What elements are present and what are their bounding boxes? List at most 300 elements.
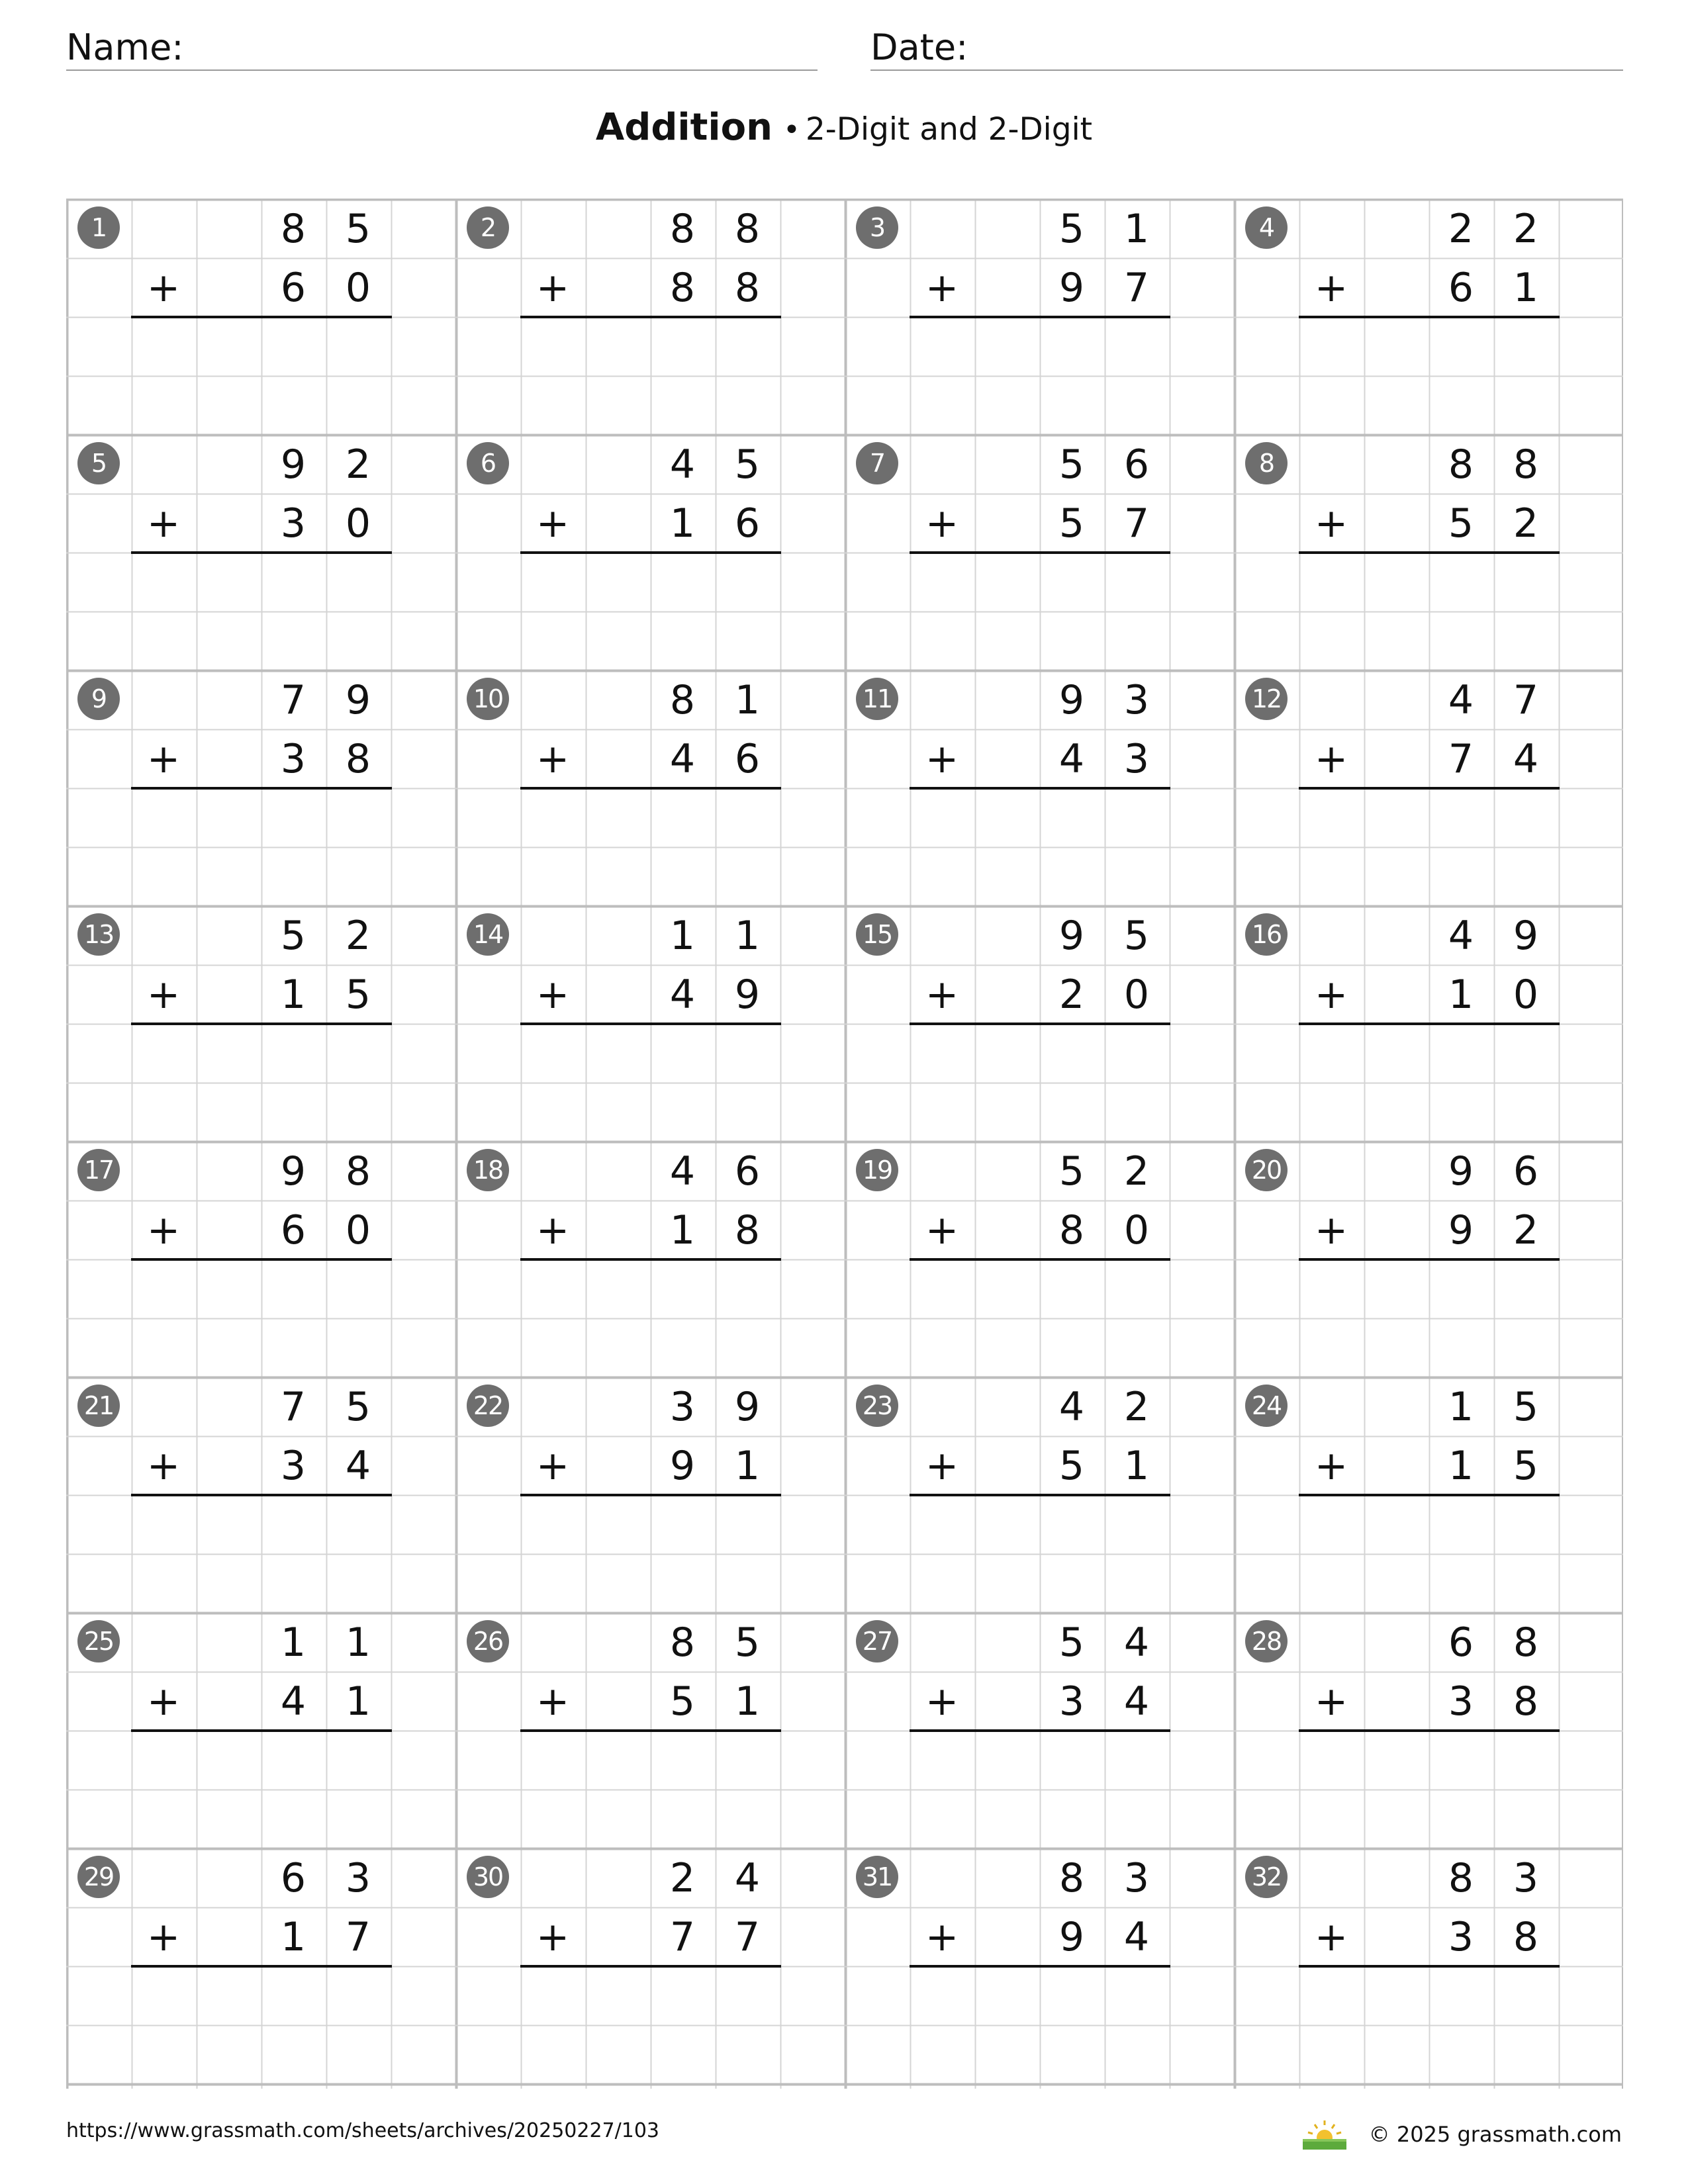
answer-cell[interactable] [198, 1968, 260, 2024]
answer-cell[interactable] [912, 790, 974, 846]
answer-cell[interactable] [1106, 554, 1168, 610]
answer-cell[interactable] [198, 848, 260, 905]
answer-cell[interactable] [587, 1968, 649, 2024]
answer-cell[interactable] [912, 1084, 974, 1140]
answer-cell[interactable] [717, 2026, 779, 2083]
top-tens-digit: 4 [1448, 677, 1474, 723]
answer-cell[interactable] [1041, 790, 1103, 846]
answer-cell[interactable] [1430, 1320, 1493, 1376]
bottom-tens-digit: 5 [1058, 500, 1085, 547]
bottom-tens-digit: 5 [1448, 500, 1474, 547]
answer-cell[interactable] [133, 1791, 195, 1847]
answer-cell[interactable] [1366, 1320, 1428, 1376]
answer-cell[interactable] [1041, 1084, 1103, 1140]
answer-cell[interactable] [198, 377, 260, 433]
bottom-ones-digit: 8 [345, 736, 371, 782]
answer-cell[interactable] [1366, 1732, 1428, 1788]
answer-cell[interactable] [587, 377, 649, 433]
answer-cell[interactable] [652, 554, 714, 610]
answer-cell[interactable] [587, 1320, 649, 1376]
answer-cell[interactable] [1301, 554, 1363, 610]
answer-cell[interactable] [1430, 1261, 1493, 1317]
answer-cell[interactable] [1301, 848, 1363, 905]
answer-cell[interactable] [133, 1968, 195, 2024]
answer-cell[interactable] [652, 1791, 714, 1847]
plus-sign: + [536, 265, 570, 311]
answer-cell[interactable] [1495, 554, 1558, 610]
answer-cell[interactable] [1430, 790, 1493, 846]
answer-cell[interactable] [1041, 1968, 1103, 2024]
answer-cell[interactable] [133, 1732, 195, 1788]
answer-cell[interactable] [1366, 790, 1428, 846]
name-field[interactable] [66, 20, 818, 71]
answer-cell[interactable] [133, 1084, 195, 1140]
answer-cell[interactable] [1301, 1320, 1363, 1376]
answer-cell[interactable] [1301, 1555, 1363, 1612]
answer-cell[interactable] [1106, 318, 1168, 375]
answer-cell[interactable] [1495, 2026, 1558, 2083]
answer-cell[interactable] [198, 1320, 260, 1376]
answer-cell[interactable] [133, 1025, 195, 1081]
answer-cell[interactable] [198, 554, 260, 610]
answer-cell[interactable] [1430, 1791, 1493, 1847]
answer-cell[interactable] [328, 1320, 390, 1376]
answer-cell[interactable] [587, 318, 649, 375]
answer-cell[interactable] [263, 1968, 325, 2024]
answer-cell[interactable] [522, 848, 585, 905]
answer-cell[interactable] [1495, 1791, 1558, 1847]
answer-cell[interactable] [1041, 318, 1103, 375]
top-tens-digit: 4 [669, 1148, 696, 1195]
answer-cell[interactable] [652, 1496, 714, 1553]
answer-cell[interactable] [1301, 1791, 1363, 1847]
problem-number-badge: 29 [77, 1856, 120, 1898]
answer-cell[interactable] [328, 318, 390, 375]
answer-cell[interactable] [1301, 377, 1363, 433]
answer-cell[interactable] [328, 1791, 390, 1847]
answer-cell[interactable] [1041, 613, 1103, 669]
answer-cell[interactable] [717, 613, 779, 669]
answer-cell[interactable] [976, 554, 1039, 610]
bottom-tens-digit: 9 [1448, 1207, 1474, 1253]
answer-cell[interactable] [1106, 1496, 1168, 1553]
answer-cell[interactable] [912, 848, 974, 905]
answer-cell[interactable] [198, 1496, 260, 1553]
answer-cell[interactable] [1106, 1791, 1168, 1847]
answer-cell[interactable] [1106, 377, 1168, 433]
answer-cell[interactable] [912, 2026, 974, 2083]
answer-cell[interactable] [1106, 1025, 1168, 1081]
plus-sign: + [536, 972, 570, 1018]
answer-cell[interactable] [1495, 318, 1558, 375]
answer-cell[interactable] [263, 1496, 325, 1553]
answer-cell[interactable] [1430, 848, 1493, 905]
date-field[interactable] [870, 20, 1623, 71]
answer-cell[interactable] [587, 554, 649, 610]
answer-cell[interactable] [1366, 1261, 1428, 1317]
answer-cell[interactable] [717, 1496, 779, 1553]
answer-cell[interactable] [976, 1791, 1039, 1847]
answer-cell[interactable] [976, 2026, 1039, 2083]
top-ones-digit: 9 [345, 677, 371, 723]
answer-cell[interactable] [522, 1025, 585, 1081]
title-main: Addition [595, 106, 773, 149]
plus-sign: + [925, 972, 959, 1018]
answer-cell[interactable] [522, 790, 585, 846]
answer-cell[interactable] [1041, 1555, 1103, 1612]
plus-sign: + [1314, 1914, 1348, 1960]
answer-cell[interactable] [263, 790, 325, 846]
answer-cell[interactable] [976, 377, 1039, 433]
answer-cell[interactable] [133, 613, 195, 669]
answer-cell[interactable] [717, 1968, 779, 2024]
answer-cell[interactable] [1430, 1084, 1493, 1140]
answer-cell[interactable] [1430, 1496, 1493, 1553]
answer-cell[interactable] [522, 1968, 585, 2024]
answer-cell[interactable] [1041, 554, 1103, 610]
answer-cell[interactable] [587, 613, 649, 669]
answer-cell[interactable] [198, 790, 260, 846]
answer-cell[interactable] [717, 1555, 779, 1612]
answer-cell[interactable] [976, 1732, 1039, 1788]
title-separator: • [782, 113, 800, 147]
answer-cell[interactable] [912, 613, 974, 669]
answer-cell[interactable] [328, 613, 390, 669]
answer-cell[interactable] [976, 613, 1039, 669]
problem-number-badge: 18 [467, 1149, 509, 1191]
answer-cell[interactable] [587, 2026, 649, 2083]
answer-cell[interactable] [328, 377, 390, 433]
answer-cell[interactable] [1430, 554, 1493, 610]
answer-cell[interactable] [522, 1320, 585, 1376]
answer-cell[interactable] [912, 1025, 974, 1081]
answer-cell[interactable] [587, 1084, 649, 1140]
answer-cell[interactable] [912, 1261, 974, 1317]
bottom-tens-digit: 1 [1448, 972, 1474, 1018]
answer-cell[interactable] [1495, 1261, 1558, 1317]
answer-cell[interactable] [912, 1791, 974, 1847]
answer-cell[interactable] [717, 377, 779, 433]
answer-cell[interactable] [198, 1791, 260, 1847]
answer-cell[interactable] [328, 1084, 390, 1140]
answer-cell[interactable] [717, 318, 779, 375]
answer-cell[interactable] [1106, 1968, 1168, 2024]
answer-cell[interactable] [652, 2026, 714, 2083]
answer-cell[interactable] [1495, 790, 1558, 846]
answer-cell[interactable] [133, 790, 195, 846]
bottom-tens-digit: 8 [669, 265, 696, 311]
bottom-tens-digit: 3 [280, 736, 306, 782]
answer-cell[interactable] [1366, 613, 1428, 669]
answer-cell[interactable] [263, 1320, 325, 1376]
answer-cell[interactable] [652, 1732, 714, 1788]
answer-cell[interactable] [1366, 1555, 1428, 1612]
plus-sign: + [146, 1678, 181, 1725]
answer-cell[interactable] [263, 1555, 325, 1612]
answer-cell[interactable] [912, 1732, 974, 1788]
answer-cell[interactable] [328, 790, 390, 846]
answer-cell[interactable] [1041, 1791, 1103, 1847]
answer-cell[interactable] [1041, 1320, 1103, 1376]
answer-cell[interactable] [1366, 318, 1428, 375]
problem-number-badge: 3 [856, 206, 898, 249]
answer-cell[interactable] [587, 848, 649, 905]
answer-cell[interactable] [717, 1320, 779, 1376]
answer-cell[interactable] [1430, 2026, 1493, 2083]
answer-cell[interactable] [717, 1025, 779, 1081]
answer-cell[interactable] [263, 1084, 325, 1140]
answer-cell[interactable] [133, 377, 195, 433]
answer-cell[interactable] [522, 318, 585, 375]
answer-cell[interactable] [1495, 1555, 1558, 1612]
answer-cell[interactable] [1366, 1496, 1428, 1553]
answer-cell[interactable] [1106, 848, 1168, 905]
answer-cell[interactable] [1301, 1968, 1363, 2024]
answer-cell[interactable] [717, 554, 779, 610]
top-ones-digit: 7 [1513, 677, 1539, 723]
answer-cell[interactable] [263, 318, 325, 375]
answer-cell[interactable] [133, 1555, 195, 1612]
answer-cell[interactable] [198, 613, 260, 669]
answer-cell[interactable] [1106, 1084, 1168, 1140]
answer-cell[interactable] [976, 1320, 1039, 1376]
top-tens-digit: 9 [1058, 677, 1085, 723]
answer-cell[interactable] [587, 1555, 649, 1612]
answer-cell[interactable] [1301, 318, 1363, 375]
answer-cell[interactable] [976, 790, 1039, 846]
answer-cell[interactable] [912, 1496, 974, 1553]
answer-cell[interactable] [198, 2026, 260, 2083]
answer-cell[interactable] [522, 1084, 585, 1140]
answer-cell[interactable] [263, 554, 325, 610]
top-ones-digit: 6 [1513, 1148, 1539, 1195]
answer-cell[interactable] [328, 1025, 390, 1081]
answer-cell[interactable] [1301, 1084, 1363, 1140]
answer-cell[interactable] [1301, 1261, 1363, 1317]
answer-cell[interactable] [1366, 1084, 1428, 1140]
answer-cell[interactable] [652, 848, 714, 905]
answer-cell[interactable] [912, 554, 974, 610]
answer-cell[interactable] [1495, 613, 1558, 669]
answer-cell[interactable] [587, 1496, 649, 1553]
answer-cell[interactable] [1106, 1555, 1168, 1612]
answer-cell[interactable] [976, 1555, 1039, 1612]
answer-cell[interactable] [328, 848, 390, 905]
answer-cell[interactable] [198, 1732, 260, 1788]
answer-cell[interactable] [976, 318, 1039, 375]
answer-cell[interactable] [1495, 1968, 1558, 2024]
answer-cell[interactable] [652, 1261, 714, 1317]
answer-cell[interactable] [912, 377, 974, 433]
answer-cell[interactable] [1366, 554, 1428, 610]
answer-cell[interactable] [1430, 1968, 1493, 2024]
answer-cell[interactable] [912, 1555, 974, 1612]
top-tens-digit: 5 [280, 913, 306, 959]
answer-cell[interactable] [133, 2026, 195, 2083]
answer-cell[interactable] [717, 1084, 779, 1140]
answer-cell[interactable] [1301, 1496, 1363, 1553]
answer-cell[interactable] [198, 1555, 260, 1612]
answer-cell[interactable] [717, 1791, 779, 1847]
top-ones-digit: 6 [1123, 441, 1150, 488]
answer-cell[interactable] [133, 554, 195, 610]
answer-cell[interactable] [133, 318, 195, 375]
answer-cell[interactable] [1495, 1084, 1558, 1140]
plus-sign: + [536, 1914, 570, 1960]
answer-cell[interactable] [587, 790, 649, 846]
answer-cell[interactable] [1366, 848, 1428, 905]
answer-cell[interactable] [522, 1496, 585, 1553]
answer-cell[interactable] [1366, 1025, 1428, 1081]
problem-number-badge: 30 [467, 1856, 509, 1898]
answer-cell[interactable] [587, 1791, 649, 1847]
answer-cell[interactable] [1041, 1496, 1103, 1553]
answer-cell[interactable] [652, 1555, 714, 1612]
answer-cell[interactable] [652, 613, 714, 669]
answer-cell[interactable] [263, 613, 325, 669]
answer-cell[interactable] [1495, 848, 1558, 905]
answer-cell[interactable] [587, 1025, 649, 1081]
answer-cell[interactable] [328, 1261, 390, 1317]
answer-cell[interactable] [1495, 377, 1558, 433]
answer-cell[interactable] [912, 1320, 974, 1376]
answer-cell[interactable] [1301, 1025, 1363, 1081]
answer-cell[interactable] [1430, 1732, 1493, 1788]
answer-cell[interactable] [522, 613, 585, 669]
answer-cell[interactable] [522, 377, 585, 433]
answer-cell[interactable] [652, 318, 714, 375]
answer-cell[interactable] [133, 1320, 195, 1376]
answer-cell[interactable] [1495, 1732, 1558, 1788]
answer-cell[interactable] [522, 554, 585, 610]
answer-cell[interactable] [717, 790, 779, 846]
answer-cell[interactable] [522, 2026, 585, 2083]
answer-cell[interactable] [1430, 377, 1493, 433]
answer-cell[interactable] [328, 554, 390, 610]
answer-cell[interactable] [717, 848, 779, 905]
answer-cell[interactable] [1301, 790, 1363, 846]
answer-cell[interactable] [1301, 613, 1363, 669]
bottom-ones-digit: 4 [345, 1443, 371, 1489]
answer-cell[interactable] [1366, 1791, 1428, 1847]
answer-cell[interactable] [976, 1025, 1039, 1081]
answer-cell[interactable] [1366, 377, 1428, 433]
answer-cell[interactable] [1366, 1968, 1428, 2024]
answer-cell[interactable] [1041, 848, 1103, 905]
answer-cell[interactable] [522, 1261, 585, 1317]
answer-cell[interactable] [912, 318, 974, 375]
answer-cell[interactable] [1106, 1732, 1168, 1788]
answer-cell[interactable] [1430, 1025, 1493, 1081]
answer-cell[interactable] [522, 1732, 585, 1788]
bottom-ones-digit: 0 [1513, 972, 1539, 1018]
plus-sign: + [536, 1678, 570, 1725]
answer-cell[interactable] [263, 1732, 325, 1788]
footer-url: https://www.grassmath.com/sheets/archives/20250227/103 [66, 2119, 660, 2142]
answer-cell[interactable] [1106, 790, 1168, 846]
answer-cell[interactable] [328, 1968, 390, 2024]
answer-cell[interactable] [1106, 1320, 1168, 1376]
answer-cell[interactable] [133, 1261, 195, 1317]
answer-cell[interactable] [263, 1025, 325, 1081]
answer-cell[interactable] [652, 377, 714, 433]
answer-cell[interactable] [1041, 1732, 1103, 1788]
answer-cell[interactable] [587, 1261, 649, 1317]
answer-cell[interactable] [976, 1084, 1039, 1140]
answer-cell[interactable] [652, 1025, 714, 1081]
answer-cell[interactable] [263, 848, 325, 905]
plus-sign: + [925, 1678, 959, 1725]
answer-cell[interactable] [1366, 2026, 1428, 2083]
answer-cell[interactable] [1430, 613, 1493, 669]
answer-cell[interactable] [717, 1732, 779, 1788]
worksheet-title [0, 106, 1688, 149]
answer-cell[interactable] [652, 790, 714, 846]
answer-cell[interactable] [1106, 2026, 1168, 2083]
answer-cell[interactable] [1106, 1261, 1168, 1317]
answer-cell[interactable] [328, 2026, 390, 2083]
answer-cell[interactable] [198, 1261, 260, 1317]
bottom-tens-digit: 9 [1058, 265, 1085, 311]
top-tens-digit: 5 [1058, 1148, 1085, 1195]
answer-cell[interactable] [1106, 613, 1168, 669]
bottom-ones-digit: 8 [734, 1207, 761, 1253]
answer-cell[interactable] [328, 1496, 390, 1553]
answer-cell[interactable] [976, 1496, 1039, 1553]
top-tens-digit: 4 [1058, 1384, 1085, 1430]
answer-cell[interactable] [328, 1732, 390, 1788]
answer-cell[interactable] [652, 1968, 714, 2024]
answer-cell[interactable] [198, 318, 260, 375]
answer-cell[interactable] [1495, 1496, 1558, 1553]
answer-cell[interactable] [652, 1320, 714, 1376]
answer-cell[interactable] [976, 1968, 1039, 2024]
answer-cell[interactable] [1041, 2026, 1103, 2083]
answer-cell[interactable] [1430, 1555, 1493, 1612]
answer-cell[interactable] [198, 1025, 260, 1081]
answer-cell[interactable] [198, 1084, 260, 1140]
plus-sign: + [1314, 265, 1348, 311]
answer-cell[interactable] [1495, 1320, 1558, 1376]
answer-cell[interactable] [587, 1732, 649, 1788]
answer-cell[interactable] [1041, 377, 1103, 433]
answer-cell[interactable] [1301, 1732, 1363, 1788]
bottom-ones-digit: 5 [345, 972, 371, 1018]
answer-cell[interactable] [133, 1496, 195, 1553]
answer-cell[interactable] [133, 848, 195, 905]
answer-cell[interactable] [1301, 2026, 1363, 2083]
answer-cell[interactable] [912, 1968, 974, 2024]
answer-cell[interactable] [652, 1084, 714, 1140]
top-tens-digit: 4 [669, 441, 696, 488]
answer-cell[interactable] [263, 1261, 325, 1317]
answer-cell[interactable] [263, 377, 325, 433]
answer-cell[interactable] [328, 1555, 390, 1612]
answer-cell[interactable] [522, 1791, 585, 1847]
footer-copyright [1300, 2119, 1622, 2150]
answer-cell[interactable] [1495, 1025, 1558, 1081]
answer-cell[interactable] [976, 1261, 1039, 1317]
answer-cell[interactable] [1041, 1261, 1103, 1317]
problem-number-badge: 15 [856, 913, 898, 956]
answer-cell[interactable] [263, 2026, 325, 2083]
answer-cell[interactable] [522, 1555, 585, 1612]
answer-cell[interactable] [263, 1791, 325, 1847]
answer-cell[interactable] [1041, 1025, 1103, 1081]
answer-cell[interactable] [717, 1261, 779, 1317]
answer-cell[interactable] [976, 848, 1039, 905]
answer-cell[interactable] [1430, 318, 1493, 375]
